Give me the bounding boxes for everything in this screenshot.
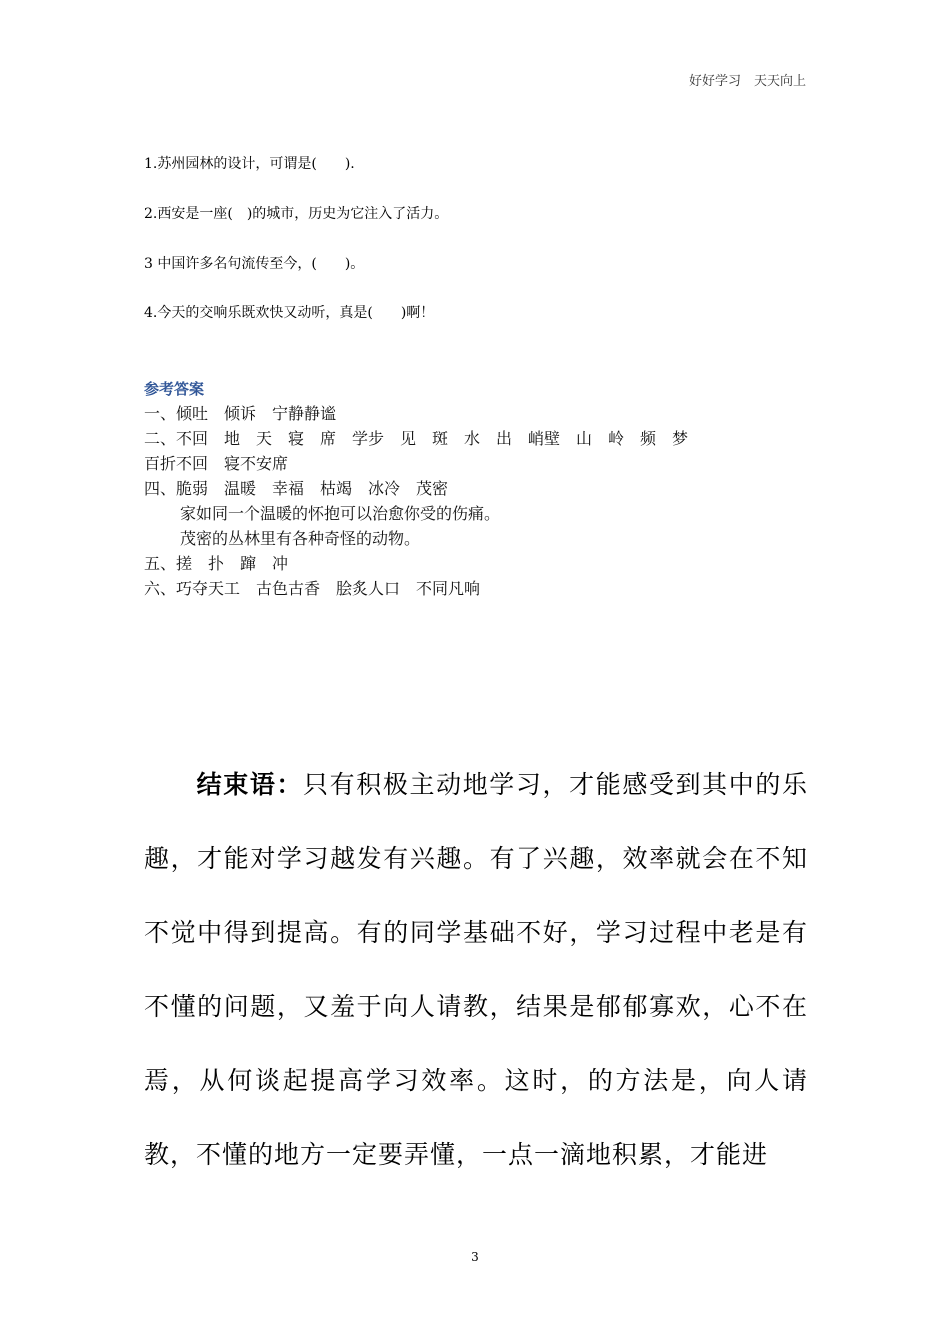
answer-line-5: 家如同一个温暖的怀抱可以治愈你受的伤痛。 (180, 504, 501, 523)
question-3: 3 中国许多名句流传至今，( )。 (144, 256, 365, 272)
page-header: 好好学习 天天向上 (688, 74, 806, 89)
answer-line-1: 一、倾吐 倾诉 宁静静谧 (144, 404, 337, 423)
question-4: 4.今天的交响乐既欢快又动听，真是( )啊！ (144, 305, 435, 321)
closing-text: 只有积极主动地学习，才能感受到其中的乐趣，才能对学习越发有兴趣。有了兴趣，效率就会在不知不觉中得到提高。有的同学基础不好，学习过程中老是有不懂的问题，又羞于向人请教，结果是郁郁寡欢，心不在焉，从何谈起提高学习效率。这时，的方法是，向人请教，不懂的地方一定要弄懂，一点一滴地积累，才能进 (144, 770, 808, 1169)
answer-line-7: 五、搓 扑 蹿 冲 (144, 554, 289, 573)
closing-paragraph (144, 748, 808, 1192)
question-1: 1.苏州园林的设计，可谓是( ). (144, 156, 355, 172)
answer-line-4: 四、脆弱 温暖 幸福 枯竭 冰冷 茂密 (144, 479, 449, 498)
answers-title: 参考答案 (144, 380, 205, 398)
question-2: 2.西安是一座( )的城市，历史为它注入了活力。 (144, 206, 449, 222)
answer-line-3: 百折不回 寝不安席 (144, 454, 289, 473)
answer-line-2: 二、不回 地 天 寝 席 学步 见 斑 水 出 峭壁 山 岭 频 梦 (144, 429, 689, 448)
answer-line-6: 茂密的丛林里有各种奇怪的动物。 (180, 529, 421, 548)
answer-line-8: 六、巧夺天工 古色古香 脍炙人口 不同凡响 (144, 579, 481, 598)
closing-label: 结束语： (196, 770, 304, 799)
page-number: 3 (471, 1250, 479, 1264)
